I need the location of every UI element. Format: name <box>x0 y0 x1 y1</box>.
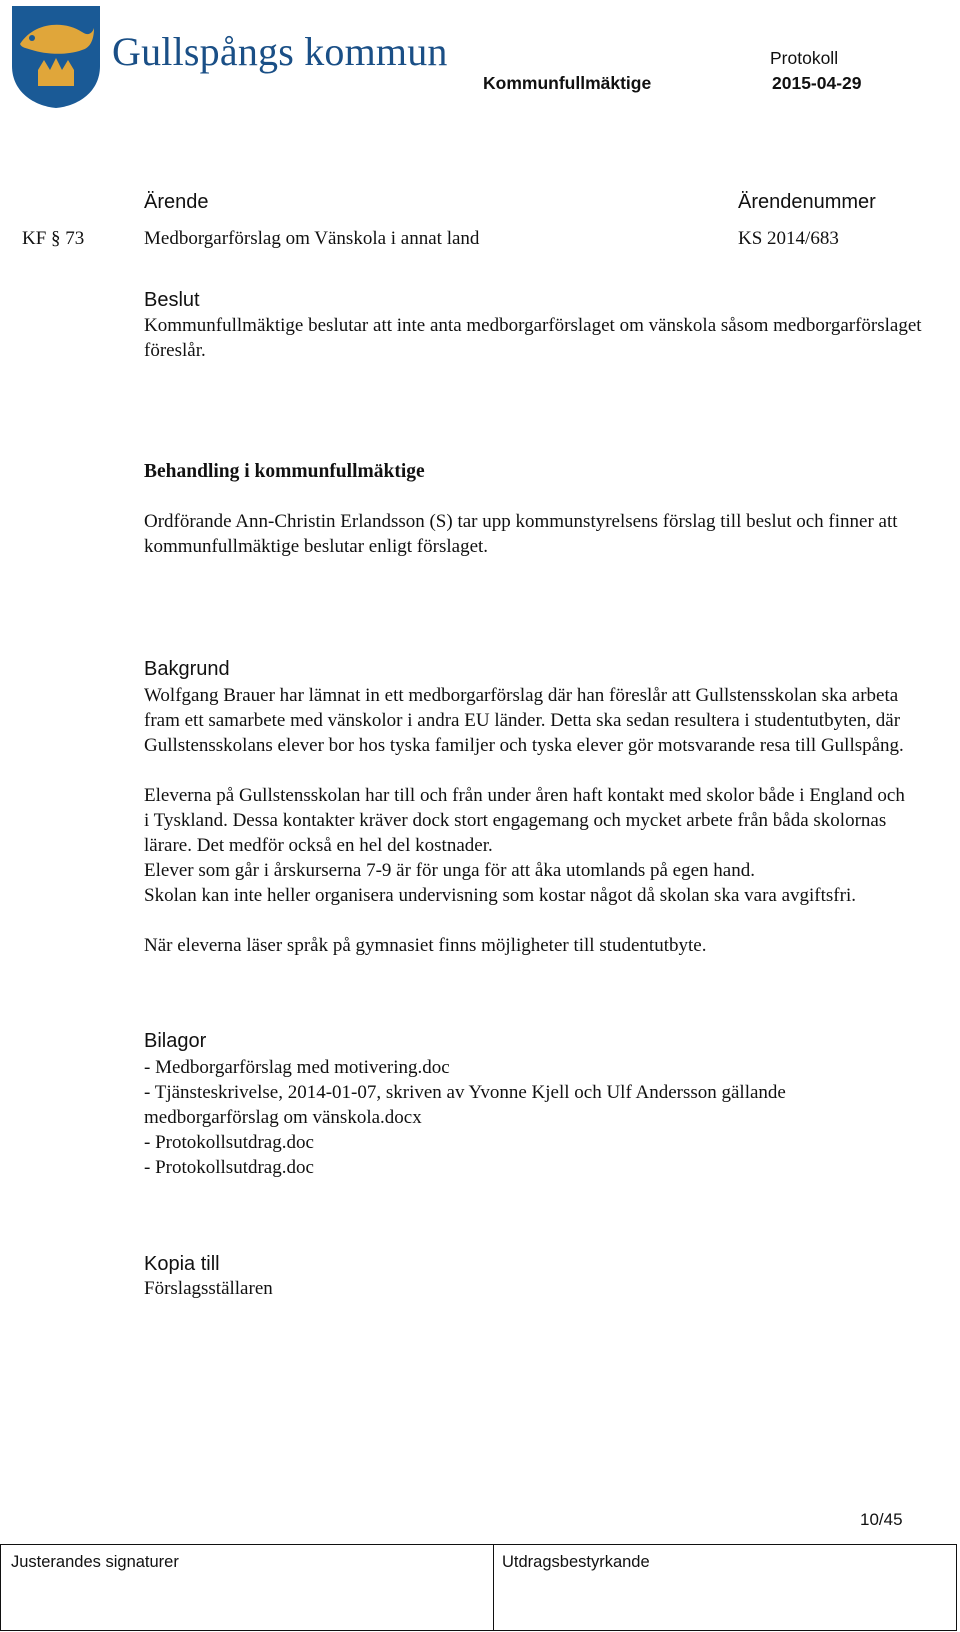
case-title: Medborgarförslag om Vänskola i annat land <box>144 228 480 249</box>
bakgrund-paragraph-1: Wolfgang Brauer har lämnat in ett medborgarförslag där han föreslår att Gullstensskolan ska arbeta fram ett samarbete med vänskolor i andra EU länder. Detta ska sedan resultera i studentutbyten, där Gullstensskolans elever bor hos tyska familjer och tyska elever gör motsvarande resa till Gullspång. <box>144 685 904 757</box>
bilaga-item: - Protokollsutdrag.doc <box>144 1132 314 1153</box>
bilaga-item: - Medborgarförslag med motivering.doc <box>144 1057 450 1078</box>
page-number: 10/45 <box>860 1510 903 1529</box>
bilagor-heading: Bilagor <box>144 1030 207 1052</box>
kopia-recipient: Förslagsställaren <box>144 1278 273 1299</box>
coat-of-arms-icon <box>10 4 102 110</box>
beslut-heading: Beslut <box>144 289 200 311</box>
bilaga-item: - Tjänsteskrivelse, 2014-01-07, skriven av Yvonne Kjell och Ulf Andersson gällande medborgarförslag om vänskola.docx <box>144 1082 786 1129</box>
bakgrund-paragraph-5: När eleverna läser språk på gymnasiet finns möjligheter till studentutbyte. <box>144 935 707 956</box>
organization-name: Gullspångs kommun <box>112 29 448 74</box>
bakgrund-heading: Bakgrund <box>144 658 230 680</box>
arende-label: Ärende <box>144 191 209 213</box>
paragraph-number: KF § 73 <box>22 228 85 249</box>
behandling-heading: Behandling i kommunfullmäktige <box>144 461 425 482</box>
signature-table <box>0 1544 957 1631</box>
signatures-label: Justerandes signaturer <box>11 1553 179 1571</box>
bakgrund-paragraph-3: Elever som går i årskurserna 7-9 är för unga för att åka utomlands på egen hand. <box>144 860 755 881</box>
case-number: KS 2014/683 <box>738 228 839 249</box>
beslut-text: Kommunfullmäktige beslutar att inte anta medborgarförslaget om vänskola såsom medborgarförslaget föreslår. <box>144 315 922 362</box>
bakgrund-paragraph-2: Eleverna på Gullstensskolan har till och från under åren haft kontakt med skolor både i England och i Tyskland. Dessa kontakter kräver dock stort engagemang och mycket arbete från båda skolornas lärare. Det medför också en hel del kostnader. <box>144 785 905 857</box>
extract-certification-label: Utdragsbestyrkande <box>502 1553 650 1571</box>
footer-divider <box>493 1545 494 1630</box>
arendenummer-label: Ärendenummer <box>738 191 876 213</box>
behandling-text: Ordförande Ann-Christin Erlandsson (S) tar upp kommunstyrelsens förslag till beslut och finner att kommunfullmäktige beslutar enligt förslaget. <box>144 511 898 558</box>
bilaga-item: - Protokollsutdrag.doc <box>144 1157 314 1178</box>
meeting-body: Kommunfullmäktige <box>483 73 652 93</box>
meeting-date: 2015-04-29 <box>772 73 862 93</box>
kopia-heading: Kopia till <box>144 1253 220 1275</box>
document-type: Protokoll <box>770 48 839 68</box>
bakgrund-paragraph-4: Skolan kan inte heller organisera undervisning som kostar något då skolan ska vara avgiftsfri. <box>144 885 856 906</box>
